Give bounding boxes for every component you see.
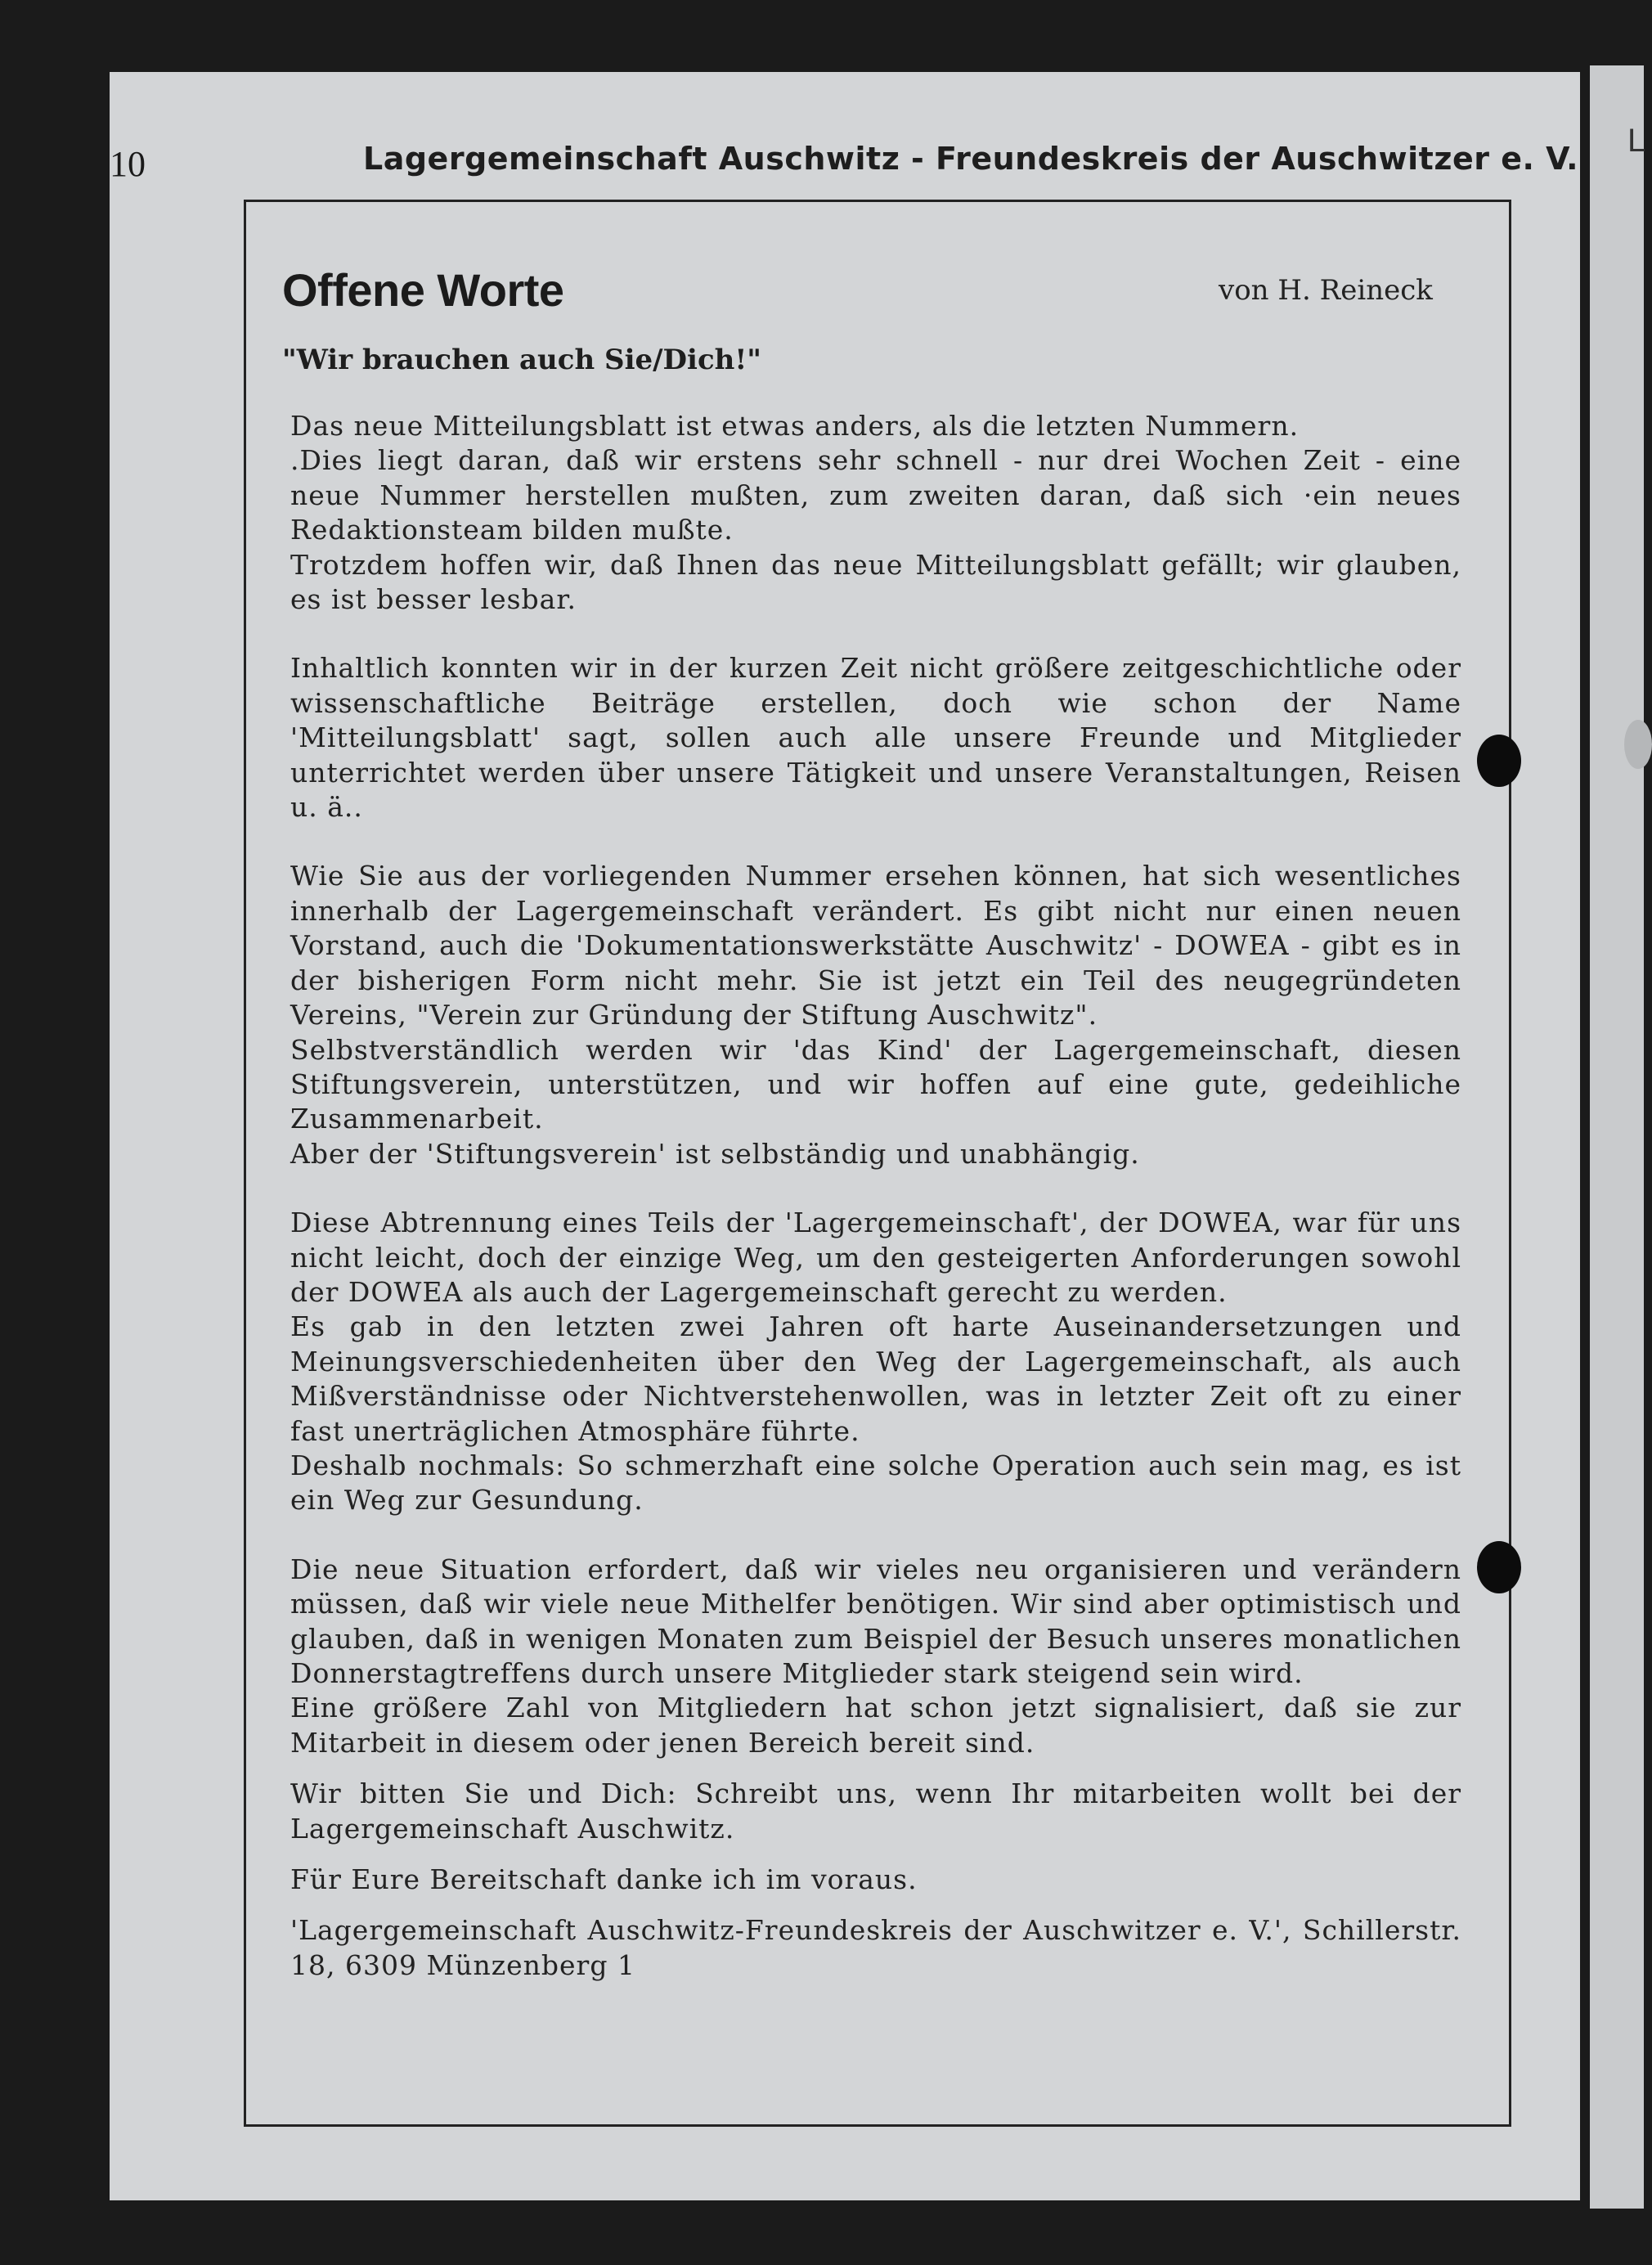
paragraph: Es gab in den letzten zwei Jahren oft harte Auseinandersetzungen und Meinungsverschiedenheiten über den Weg der Lagergemeinschaft, als auch Mißverständnisse oder Nichtverstehenwollen, was in letzter Zeit oft zu einer fast unerträglichen Atmosphäre führte. [290, 1310, 1461, 1447]
punch-hole [1477, 1541, 1521, 1593]
paragraph: Aber der 'Stiftungsverein' ist selbständig und unabhängig. [290, 1137, 1140, 1170]
paragraph: Die neue Situation erfordert, daß wir vieles neu organisieren und verändern müssen, daß wir viele neue Mithelfer benötigen. Wir sind aber optimistisch und glauben, daß in wenigen Monaten zum Beispiel der Besuch unseres monatlichen Donnerstagtreffens durch unsere Mitglieder stark steigend sein wird. [290, 1553, 1461, 1689]
punch-hole [1477, 735, 1521, 787]
paragraph: Deshalb nochmals: So schmerzhaft eine solche Operation auch sein mag, es ist ein Weg zur Gesundung. [290, 1449, 1461, 1517]
paragraph: Trotzdem hoffen wir, daß Ihnen das neue Mitteilungsblatt gefällt; wir glauben, es ist besser lesbar. [290, 548, 1461, 616]
paragraph: Wir bitten Sie und Dich: Schreibt uns, wenn Ihr mitarbeiten wollt bei der Lagergemeinschaft Auschwitz. [290, 1777, 1461, 1845]
paragraph: Selbstverständlich werden wir 'das Kind' der Lagergemeinschaft, diesen Stiftungsverein, unterstützen, und wir hoffen auf eine gute, gedeihliche Zusammenarbeit. [290, 1033, 1461, 1135]
running-title: Lagergemeinschaft Auschwitz - Freundeskreis der Auschwitzer e. V. [363, 141, 1579, 177]
paragraph: Wie Sie aus der vorliegenden Nummer ersehen können, hat sich wesentliches innerhalb der Lagergemeinschaft verändert. Es gibt nicht nur einen neuen Vorstand, auch die 'Dokumentationswerkstätte Auschwitz' - DOWEA - gibt es in der bisherigen Form nicht mehr. Sie ist jetzt ein Teil des neugegründeten Vereins, "Verein zur Gründung der Stiftung Auschwitz". [290, 860, 1461, 1031]
paragraph: Inhaltlich konnten wir in der kurzen Zeit nicht größere zeitgeschichtliche oder wissenschaftliche Beiträge erstellen, doch wie schon der Name 'Mitteilungsblatt' sagt, sollen auch alle unsere Freunde und Mitglieder unterrichtet werden über unsere Tätigkeit und unsere Veranstaltungen, Reisen u. ä.. [290, 652, 1461, 824]
paragraph: Das neue Mitteilungsblatt ist etwas anders, als die letzten Nummern. [290, 410, 1300, 442]
paragraph: Diese Abtrennung eines Teils der 'Lagergemeinschaft', der DOWEA, war für uns nicht leicht, doch der einzige Weg, um den gesteigerten Anforderungen sowohl der DOWEA als auch der Lagergemeinschaft gerecht zu werden. [290, 1207, 1461, 1308]
next-page-edge [1590, 65, 1644, 2209]
article-byline: von H. Reineck [1219, 274, 1433, 307]
paragraph: .Dies liegt daran, daß wir erstens sehr schnell - nur drei Wochen Zeit - eine neue Nummer herstellen mußten, zum zweiten daran, daß sich ·ein neues Redaktionsteam bilden mußte. [290, 444, 1461, 546]
paragraph: Eine größere Zahl von Mitgliedern hat schon jetzt signalisiert, daß sie zur Mitarbeit in diesem oder jenen Bereich bereit sind. [290, 1692, 1461, 1759]
page-number: 10 [110, 144, 146, 184]
article-body [290, 409, 1461, 1983]
paragraph: Für Eure Bereitschaft danke ich im voraus. [290, 1863, 918, 1896]
next-page-letter: L [1627, 123, 1646, 159]
punch-hole-next-page [1624, 720, 1652, 769]
address-line: 'Lagergemeinschaft Auschwitz-Freundeskreis der Auschwitzer e. V.', Schillerstr. 18, 6309 Münzenberg 1 [290, 1914, 1461, 1981]
article-subtitle: "Wir brauchen auch Sie/Dich!" [282, 344, 762, 376]
article-title: Offene Worte [282, 264, 564, 316]
